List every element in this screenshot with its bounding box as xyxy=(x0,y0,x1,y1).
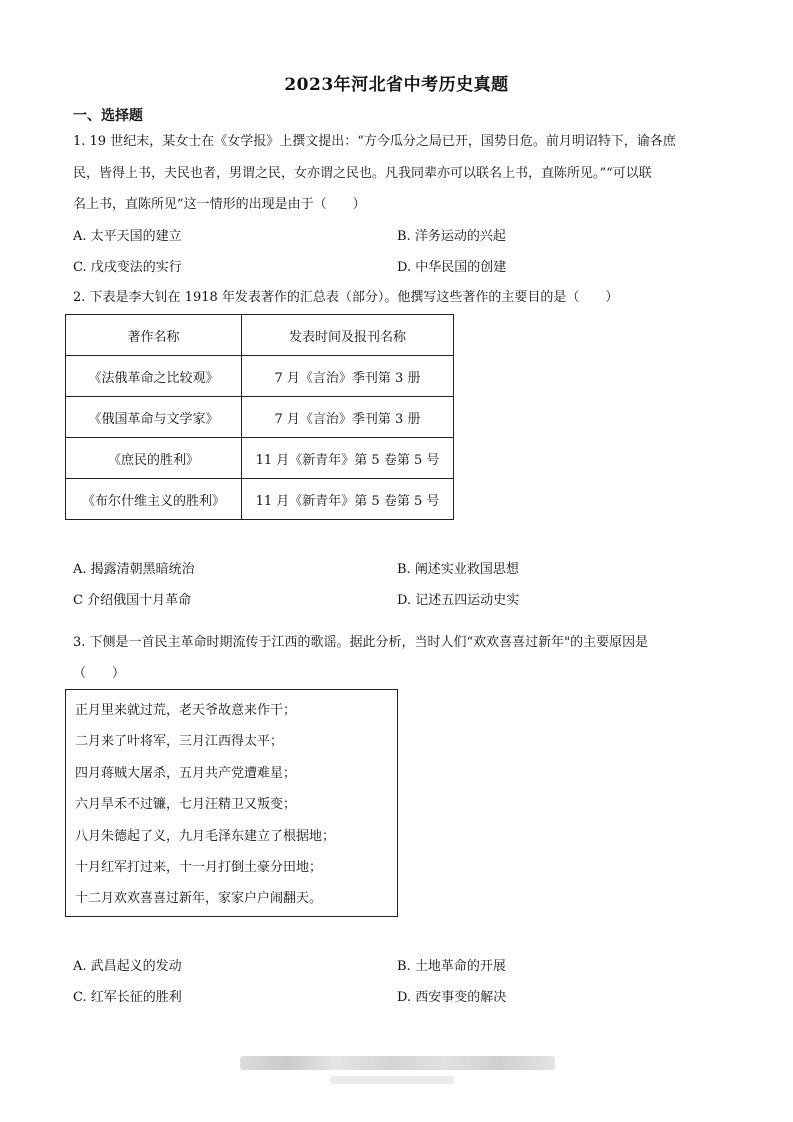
song-line: 四月蒋贼大屠杀，五月共产党遭难星； xyxy=(75,766,297,781)
table-header-row xyxy=(66,315,454,356)
q1-option-b[interactable]: B. 洋务运动的兴起 xyxy=(397,229,506,244)
section-heading: 一、选择题 xyxy=(73,108,143,124)
q1-stem-line-2: 民，皆得上书，夫民也者，男谓之民，女亦谓之民也。凡我同辈亦可以联名上书，直陈所见。”“可以联 xyxy=(73,166,652,181)
table-cell: 《庶民的胜利》 xyxy=(66,438,242,479)
table-row xyxy=(66,479,454,520)
table-cell: 《俄国革命与文学家》 xyxy=(66,397,242,438)
song-line: 六月旱禾不过镰，七月汪精卫又叛变； xyxy=(75,797,297,812)
song-line: 正月里来就过荒，老天爷故意来作干； xyxy=(75,703,297,718)
song-line: 十月红军打过来，十一月打倒土豪分田地； xyxy=(75,860,323,875)
table-cell: 7 月《言治》季刊第 3 册 xyxy=(242,397,454,438)
table-cell: 11 月《新青年》第 5 卷第 5 号 xyxy=(242,438,454,479)
q1-stem-line-3: 名上书，直陈所见”这一情形的出现是由于（ ） xyxy=(73,197,366,212)
q1-option-d[interactable]: D. 中华民国的创建 xyxy=(397,260,507,275)
q3-option-b[interactable]: B. 土地革命的开展 xyxy=(397,959,506,974)
q1-option-c[interactable]: C. 戊戌变法的实行 xyxy=(73,260,182,275)
table-header-cell: 著作名称 xyxy=(66,315,242,356)
blurred-footer-watermark-sub xyxy=(330,1076,455,1084)
q3-stem-line-2: （ ） xyxy=(73,666,126,681)
song-line: 十二月欢欢喜喜过新年，家家户户闹翻天。 xyxy=(75,891,323,906)
blurred-footer-watermark xyxy=(240,1056,555,1070)
table-cell: 11 月《新青年》第 5 卷第 5 号 xyxy=(242,479,454,520)
q3-option-c[interactable]: C. 红军长征的胜利 xyxy=(73,990,182,1005)
table-row xyxy=(66,438,454,479)
page-title: 2023年河北省中考历史真题 xyxy=(284,75,509,95)
song-line: 八月朱德起了义，九月毛泽东建立了根据地； xyxy=(75,829,336,844)
q3-option-d[interactable]: D. 西安事变的解决 xyxy=(397,990,507,1005)
q2-option-b[interactable]: B. 阐述实业救国思想 xyxy=(397,562,519,577)
q3-stem-line-1: 3. 下侧是一首民主革命时期流传于江西的歌谣。据此分析，当时人们“欢欢喜喜过新年"的主要原因是 xyxy=(73,635,649,650)
table-cell: 7 月《言治》季刊第 3 册 xyxy=(242,356,454,397)
q1-stem-line-1: 1. 19 世纪末，某女士在《女学报》上撰文提出：“方今瓜分之局已开，国势日危。前月明诏特下，谕各庶 xyxy=(73,134,676,149)
q3-option-a[interactable]: A. 武昌起义的发动 xyxy=(73,959,182,974)
q2-option-c[interactable]: C 介绍俄国十月革命 xyxy=(73,593,192,608)
song-line: 二月来了叶将军，三月江西得太平； xyxy=(75,734,284,749)
q2-stem-line-1: 2. 下表是李大钊在 1918 年发表著作的汇总表（部分）。他撰写这些著作的主要目的是（ ） xyxy=(73,290,619,305)
table-cell: 《法俄革命之比较观》 xyxy=(66,356,242,397)
table-header-cell: 发表时间及报刊名称 xyxy=(242,315,454,356)
table-row xyxy=(66,356,454,397)
q2-option-a[interactable]: A. 揭露清朝黑暗统治 xyxy=(73,562,195,577)
table-cell: 《布尔什维主义的胜利》 xyxy=(66,479,242,520)
q2-option-d[interactable]: D. 记述五四运动史实 xyxy=(397,593,520,608)
folk-song-box xyxy=(65,689,398,917)
q1-option-a[interactable]: A. 太平天国的建立 xyxy=(73,229,182,244)
works-table xyxy=(65,314,454,520)
table-row xyxy=(66,397,454,438)
